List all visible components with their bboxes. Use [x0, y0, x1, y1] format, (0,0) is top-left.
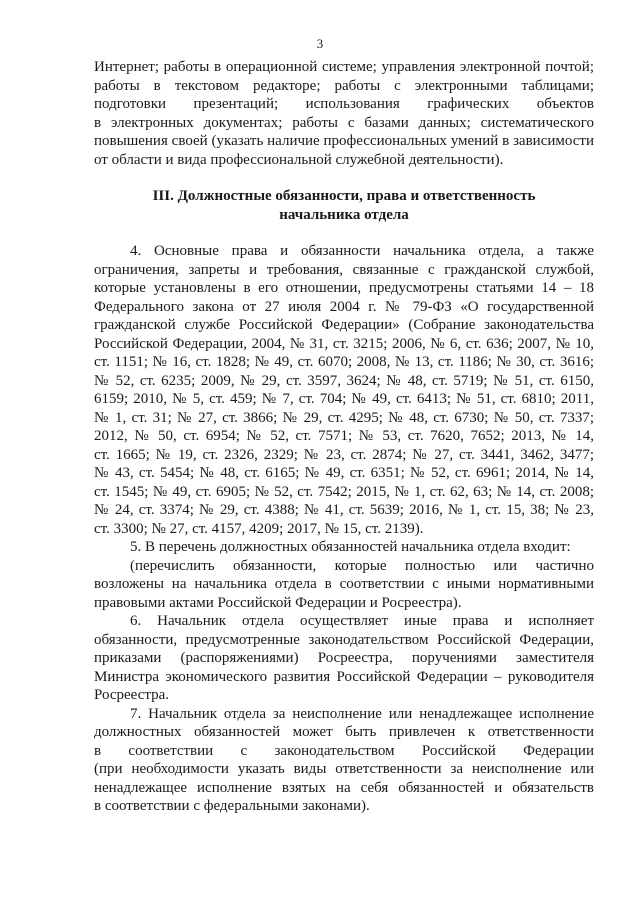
intro-paragraph: [94, 58, 594, 169]
section-heading-line2: начальника отдела: [279, 206, 409, 223]
text-line: должностных обязанностей может быть привлечен к ответственности: [94, 724, 594, 740]
text-line: 5. В перечень должностных обязанностей начальника отдела входит:: [130, 539, 571, 555]
text-line: приказами (распоряжениями) Росреестра, поручениями заместителя: [94, 650, 594, 666]
section-heading: [94, 187, 594, 224]
text-line: которые установлены в его отношении, предусмотрены статьями 14 – 18: [94, 280, 594, 296]
paragraph-7: [94, 705, 594, 816]
text-line: работы в текстовом редакторе; работы с электронными таблицами;: [94, 77, 594, 94]
text-line: возложены на начальника отдела в соответствии с иными нормативными: [94, 576, 594, 592]
text-line: ст. 1545; № 49, ст. 6905; № 52, ст. 7542; 2015, № 1, ст. 62, 63; № 14, ст. 2008;: [94, 483, 594, 500]
text-line: Министра экономического развития Российской Федерации – руководителя: [94, 668, 594, 685]
text-line: в соответствии с федеральными законами).: [94, 798, 370, 814]
text-line: № 24, ст. 3374; № 29, ст. 4388; № 41, ст. 5639; 2016, № 1, ст. 15, 38; № 23,: [94, 502, 594, 518]
text-line: (при необходимости указать виды ответственности за неисполнение или: [94, 761, 594, 777]
text-line: Росреестра.: [94, 687, 169, 703]
text-line: Российской Федерации, 2004, № 31, ст. 3215; 2006, № 6, ст. 636; 2007, № 10,: [94, 335, 594, 352]
text-line: 6159; 2010, № 5, ст. 459; № 7, ст. 704; № 49, ст. 6413; № 51, ст. 6810; 2011,: [94, 391, 594, 407]
text-line: 4. Основные права и обязанности начальника отдела, а также: [130, 243, 594, 259]
text-line: 7. Начальник отдела за неисполнение или ненадлежащее исполнение: [130, 705, 594, 722]
text-line: Интернет; работы в операционной системе; управления электронной почтой;: [94, 59, 594, 75]
text-line: от области и вида профессиональной служебной деятельности).: [94, 151, 504, 168]
document-body: [94, 58, 594, 816]
text-line: гражданской службе Российской Федерации» (Собрание законодательства: [94, 317, 594, 333]
page-number: 3: [316, 36, 324, 51]
text-line: повышения своей (указать наличие профессиональных умений в зависимости: [94, 133, 594, 149]
text-line: ст. 1665; № 19, ст. 2326, 2329; № 23, ст. 2874; № 27, ст. 3441, 3462, 3477;: [94, 446, 594, 463]
text-line: ст. 3300; № 27, ст. 4157, 4209; 2017, № 15, ст. 2139).: [94, 520, 424, 537]
text-line: ненадлежащее исполнение взятых на себя обязанностей и обязательств: [94, 779, 594, 796]
text-line: № 52, ст. 6235; 2009, № 29, ст. 3597, 3624; № 48, ст. 5719; № 51, ст. 6150,: [94, 372, 594, 389]
text-line: в соответствии с законодательством Российской Федерации: [94, 742, 594, 759]
text-line: правовыми актами Российской Федерации и Росреестра).: [94, 594, 462, 611]
text-line: в электронных документах; работы с базами данных; систематического: [94, 114, 594, 131]
paragraph-5: [94, 538, 594, 612]
text-line: ст. 1151; № 16, ст. 1828; № 49, ст. 6070; 2008, № 13, ст. 1186; № 30, ст. 3616;: [94, 354, 594, 370]
text-line: Федерального закона от 27 июля 2004 г. № 79-ФЗ «О государственной: [94, 298, 594, 315]
text-line: № 1, ст. 31; № 27, ст. 3866; № 29, ст. 4295; № 48, ст. 6730; № 50, ст. 7337;: [94, 409, 594, 426]
text-line: подготовки презентаций; использования графических объектов: [94, 96, 594, 112]
paragraph-6: [94, 612, 594, 705]
text-line: 2012, № 50, ст. 6954; № 52, ст. 7571; № 53, ст. 7620, 7652; 2013, № 14,: [94, 428, 594, 444]
section-heading-line1: III. Должностные обязанности, права и ответственность: [152, 188, 536, 204]
text-line: № 43, ст. 5454; № 48, ст. 6165; № 49, ст. 6351; № 52, ст. 6961; 2014, № 14,: [94, 465, 594, 481]
paragraph-4: [94, 242, 594, 538]
text-line: 6. Начальник отдела осуществляет иные права и исполняет: [130, 613, 594, 629]
text-line: обязанности, предусмотренные законодательством Российской Федерации,: [94, 631, 594, 648]
text-line: ограничения, запреты и требования, связанные с гражданской службой,: [94, 261, 594, 278]
text-line: (перечислить обязанности, которые полностью или частично: [130, 557, 594, 574]
